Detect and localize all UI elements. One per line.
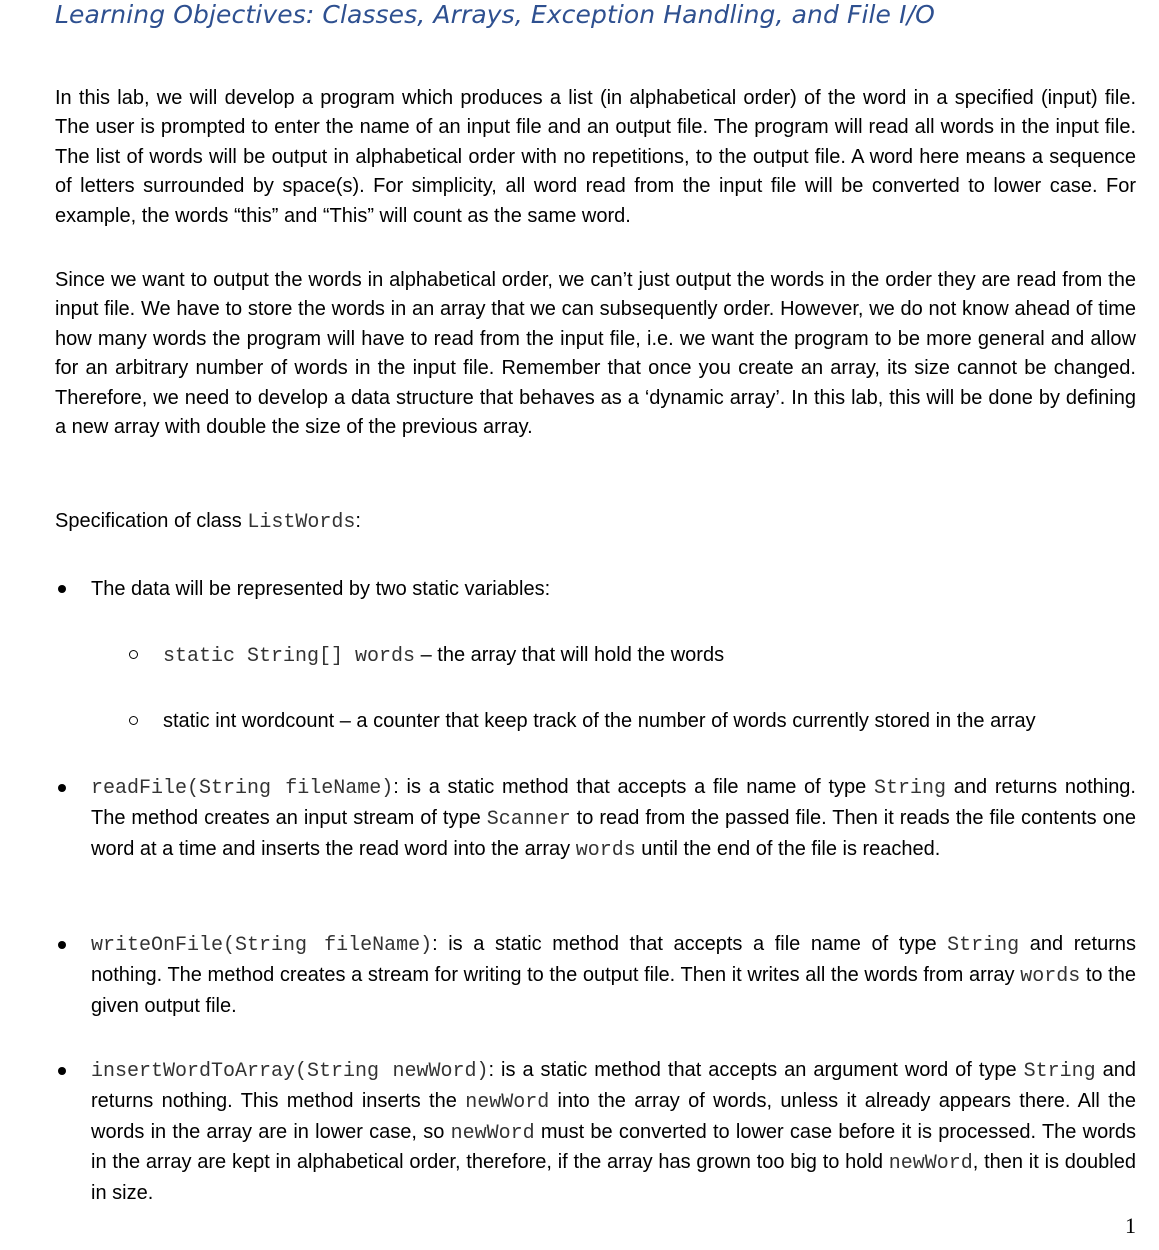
insertword-text-4: must be converted to lower case before it is processed. The words in the array are kept in alphabetical order, therefore, if the array has grown too big to hold xyxy=(91,1120,1136,1174)
words-array-line xyxy=(163,641,724,671)
insertword-code-newword: newWord xyxy=(465,1090,550,1114)
readfile-text-1: : is a static method that accepts a file name of type xyxy=(393,776,874,798)
readfile-code-words: words xyxy=(575,838,636,862)
writeonfile-signature: writeOnFile(String fileName) xyxy=(91,934,433,957)
insertword-text-3: into the array of words, unless it already appears there. All the words in the array are in lower case, so xyxy=(91,1089,1136,1143)
readfile-text-3: to read from the passed file. Then it reads the file contents one word at a time and inserts the read word into the array xyxy=(91,806,1136,860)
readfile-text-2: and returns nothing. The method creates an input stream of type xyxy=(91,776,1136,829)
bullet-dot-icon xyxy=(58,941,66,949)
insertword-code-newword-2: newWord xyxy=(450,1121,535,1145)
insertword-signature: insertWordToArray(String newWord) xyxy=(91,1060,489,1083)
words-array-desc: – the array that will hold the words xyxy=(415,644,725,666)
class-specification-heading xyxy=(55,507,361,537)
dynamic-array-paragraph: Since we want to output the words in alphabetical order, we can’t just output the words in the order they are read from the input file. We have to store the words in an array that we can subsequently order. However, we do not know ahead of time how many words the program will have to read from the input file, i.e. we want the program to be more general and allow for an arbitrary number of words in the input file. Remember that once you create an array, its size cannot be changed. Therefore, we need to develop a data structure that behaves as a ‘dynamic array’. In this lab, this will be done by defining a new array with double the size of the previous array. xyxy=(55,269,1136,439)
intro-paragraph: In this lab, we will develop a program which produces a list (in alphabetical order) of the word in a specified (input) file. The user is prompted to enter the name of an input file and an output file. The program will read all words in the input file. The list of words will be output in alphabetical order with no repetitions, to the output file. A word here means a sequence of letters surrounded by space(s). For simplicity, all word read from the input file will be converted to lower case. For example, the words “this” and “This” will count as the same word. xyxy=(55,87,1136,227)
readfile-code-string: String xyxy=(874,777,947,800)
words-array-code: static String[] words xyxy=(163,645,416,668)
readfile-code-scanner: Scanner xyxy=(486,807,571,831)
hollow-bullet-icon xyxy=(129,716,138,725)
wordcount-desc: static int wordcount – a counter that keep track of the number of words currently stored in the array xyxy=(163,710,1036,732)
insertword-text-1: : is a static method that accepts an argument word of type xyxy=(488,1059,1024,1081)
class-name-code: ListWords xyxy=(247,511,356,534)
hollow-bullet-icon xyxy=(129,650,138,659)
insertword-text-5: , then it is doubled in size. xyxy=(91,1151,1136,1205)
insertword-description xyxy=(91,1056,1136,1209)
spec-prefix: Specification of class xyxy=(55,510,248,532)
writeonfile-text-2: and returns nothing. The method creates a stream for writing to the output file. Then it writes all the words from array xyxy=(91,933,1136,986)
insertword-text-2: and returns nothing. This method inserts the xyxy=(91,1059,1136,1112)
readfile-description xyxy=(91,773,1136,865)
writeonfile-text-1: : is a static method that accepts a file name of type xyxy=(432,933,948,955)
learning-objectives-heading: Learning Objectives: Classes, Arrays, Exception Handling, and File I/O xyxy=(55,0,935,29)
bullet-dot-icon xyxy=(58,585,66,593)
spec-suffix: : xyxy=(355,510,361,532)
page-number: 1 xyxy=(1125,1213,1136,1238)
writeonfile-code-words: words xyxy=(1020,964,1081,988)
insertword-code-newword-3: newWord xyxy=(888,1152,973,1176)
bullet-data-text: The data will be represented by two static variables: xyxy=(91,578,551,600)
readfile-signature: readFile(String fileName) xyxy=(91,777,394,800)
writeonfile-text-3: to the given output file. xyxy=(91,963,1136,1017)
insertword-code-string: String xyxy=(1023,1060,1096,1083)
writeonfile-code-string: String xyxy=(947,934,1020,957)
readfile-text-4: until the end of the file is reached. xyxy=(635,837,941,860)
bullet-dot-icon xyxy=(58,784,66,792)
writeonfile-description xyxy=(91,930,1136,1021)
bullet-dot-icon xyxy=(58,1067,66,1075)
